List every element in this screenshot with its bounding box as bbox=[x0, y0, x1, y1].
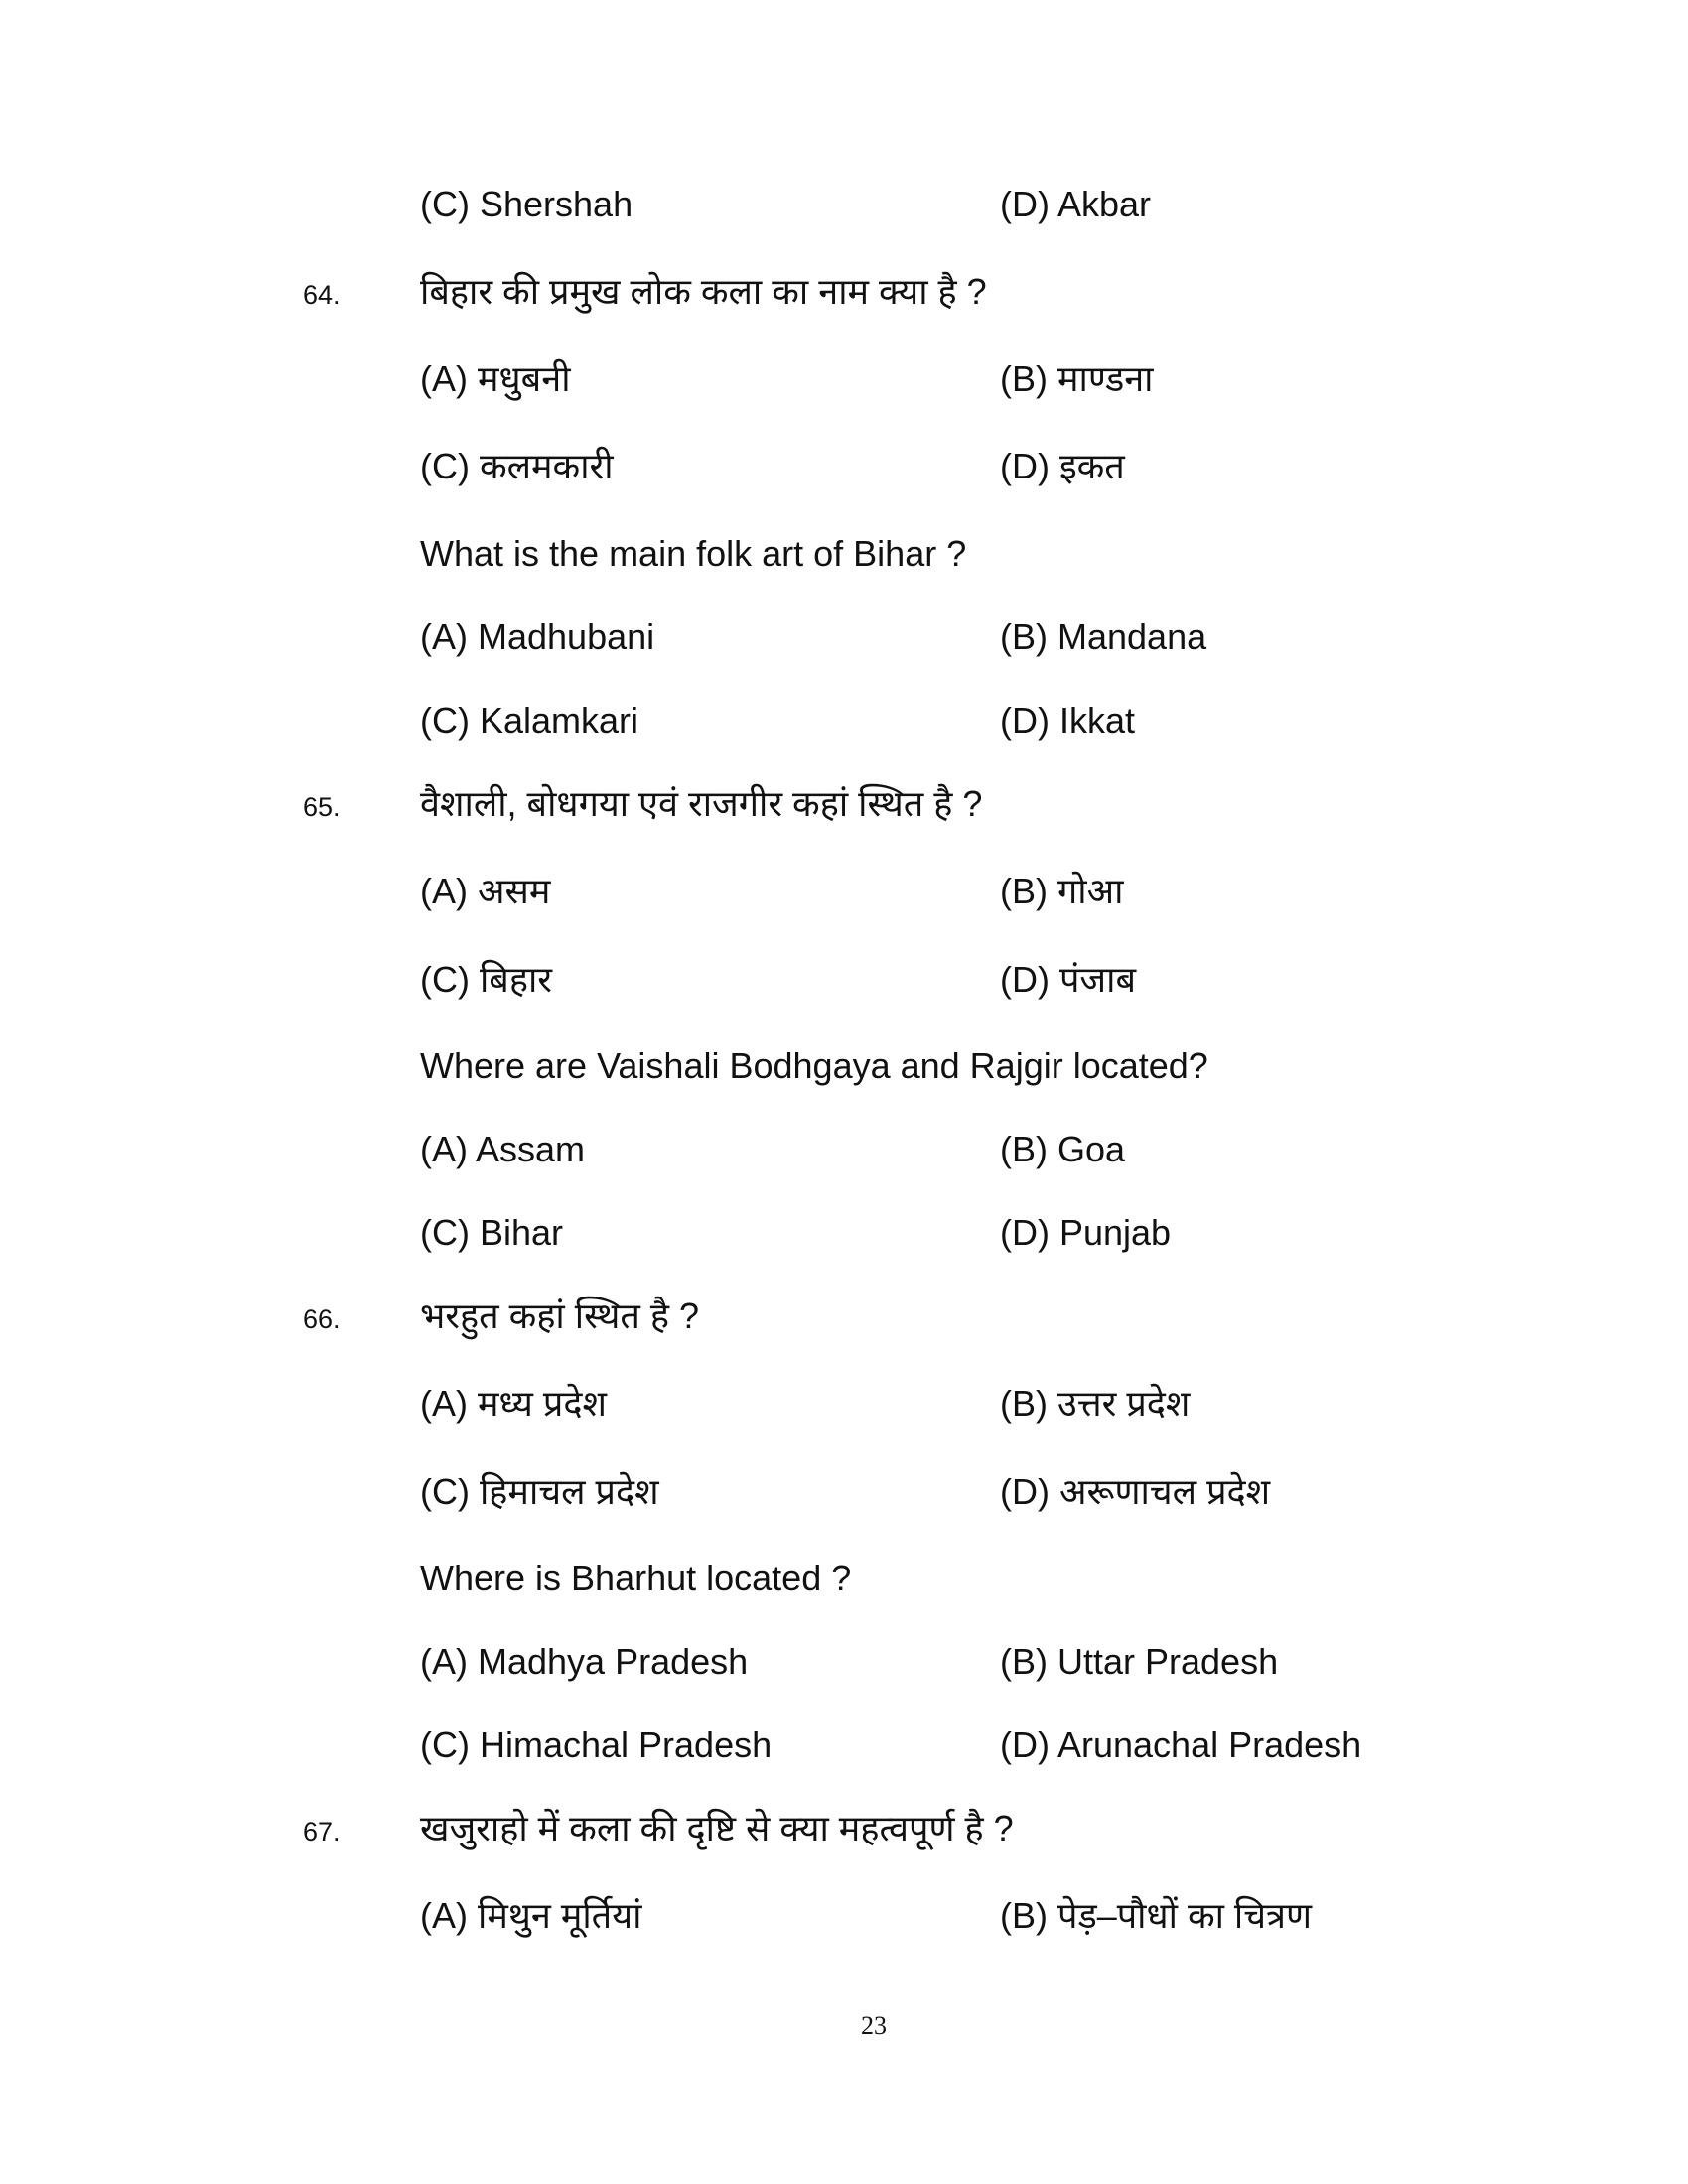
q63-option-c-en: (C) Shershah bbox=[420, 184, 633, 224]
q63-option-d-en: (D) Akbar bbox=[1000, 184, 1152, 224]
q66-option-a-en: (A) Madhya Pradesh bbox=[420, 1641, 749, 1682]
q66-options-cd-en-row bbox=[0, 1719, 1688, 1779]
q65-options-cd-en-row bbox=[0, 1207, 1688, 1267]
q67-options-ab-hi-row bbox=[0, 1890, 1688, 1950]
q64-number: 64. bbox=[303, 280, 341, 310]
q66-option-c-hi: (C) हिमाचल प्रदेश bbox=[420, 1471, 659, 1512]
q66-question-en-row bbox=[0, 1553, 1688, 1612]
q63-options-cd-en-row bbox=[0, 179, 1688, 238]
q64-question-en-row bbox=[0, 528, 1688, 588]
q65-options-cd-hi-row bbox=[0, 954, 1688, 1014]
q64-question-en: What is the main folk art of Bihar ? bbox=[420, 533, 967, 574]
q65-option-d-en: (D) Punjab bbox=[1000, 1212, 1172, 1253]
q65-option-c-hi: (C) बिहार bbox=[420, 959, 553, 1000]
q65-question-en-row bbox=[0, 1040, 1688, 1100]
q66-option-a-hi: (A) मध्य प्रदेश bbox=[420, 1383, 608, 1424]
q65-option-a-hi: (A) असम bbox=[420, 871, 551, 911]
q66-options-ab-en-row bbox=[0, 1636, 1688, 1696]
q67-question-hi: खजुराहो में कला की दृष्टि से क्या महत्वपूर्ण है ? bbox=[420, 1808, 1014, 1848]
q66-question-en: Where is Bharhut located ? bbox=[420, 1558, 852, 1598]
q65-option-b-hi: (B) गोआ bbox=[1000, 871, 1124, 911]
q64-option-b-hi: (B) माण्डना bbox=[1000, 358, 1154, 399]
q64-question-hi-row bbox=[0, 266, 1688, 326]
q67-option-a-hi: (A) मिथुन मूर्तियां bbox=[420, 1895, 642, 1936]
q66-number: 66. bbox=[303, 1304, 341, 1334]
q65-option-d-hi: (D) पंजाब bbox=[1000, 959, 1137, 1000]
q64-options-ab-en-row bbox=[0, 612, 1688, 671]
q65-option-c-en: (C) Bihar bbox=[420, 1212, 564, 1253]
q64-option-a-en: (A) Madhubani bbox=[420, 616, 655, 657]
q66-options-ab-hi-row bbox=[0, 1378, 1688, 1437]
q66-question-hi-row bbox=[0, 1291, 1688, 1350]
q67-question-hi-row bbox=[0, 1803, 1688, 1862]
q65-question-hi: वैशाली, बोधगया एवं राजगीर कहां स्थित है ? bbox=[420, 783, 983, 824]
q64-options-cd-hi-row bbox=[0, 441, 1688, 500]
q64-option-d-hi: (D) इकत bbox=[1000, 446, 1125, 486]
q65-option-b-en: (B) Goa bbox=[1000, 1129, 1126, 1169]
q64-options-ab-hi-row bbox=[0, 353, 1688, 413]
q64-options-cd-en-row bbox=[0, 695, 1688, 754]
q64-option-c-hi: (C) कलमकारी bbox=[420, 446, 614, 486]
q65-option-a-en: (A) Assam bbox=[420, 1129, 586, 1169]
q67-number: 67. bbox=[303, 1817, 341, 1846]
page-number: 23 bbox=[861, 2011, 887, 2040]
q67-option-b-hi: (B) पेड़–पौधों का चित्रण bbox=[1000, 1895, 1313, 1936]
q64-option-a-hi: (A) मधुबनी bbox=[420, 358, 571, 399]
q65-number: 65. bbox=[303, 792, 341, 822]
q65-question-hi-row bbox=[0, 778, 1688, 838]
q65-options-ab-hi-row bbox=[0, 866, 1688, 925]
q66-option-d-hi: (D) अरूणाचल प्रदेश bbox=[1000, 1471, 1271, 1512]
q65-question-en: Where are Vaishali Bodhgaya and Rajgir located? bbox=[420, 1045, 1208, 1086]
q64-option-c-en: (C) Kalamkari bbox=[420, 700, 639, 741]
q66-option-b-hi: (B) उत्तर प्रदेश bbox=[1000, 1383, 1191, 1424]
q66-options-cd-hi-row bbox=[0, 1466, 1688, 1526]
q64-option-d-en: (D) Ikkat bbox=[1000, 700, 1136, 741]
q64-option-b-en: (B) Mandana bbox=[1000, 616, 1207, 657]
q64-question-hi: बिहार की प्रमुख लोक कला का नाम क्या है ? bbox=[420, 271, 987, 312]
q66-option-c-en: (C) Himachal Pradesh bbox=[420, 1724, 773, 1765]
q66-question-hi: भरहुत कहां स्थित है ? bbox=[420, 1296, 700, 1336]
q66-option-d-en: (D) Arunachal Pradesh bbox=[1000, 1724, 1362, 1765]
q65-options-ab-en-row bbox=[0, 1124, 1688, 1183]
q66-option-b-en: (B) Uttar Pradesh bbox=[1000, 1641, 1279, 1682]
